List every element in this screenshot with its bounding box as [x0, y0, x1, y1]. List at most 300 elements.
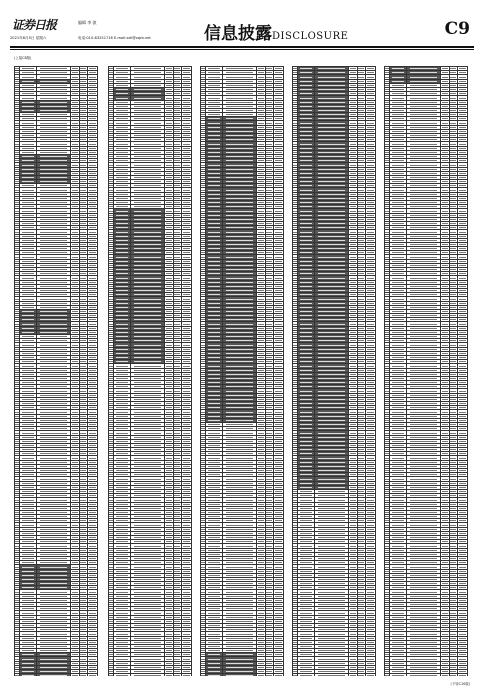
fine-print-line: [80, 353, 86, 354]
fine-print-line: [72, 219, 78, 220]
fine-print-line: [89, 160, 96, 161]
fine-print-line: [80, 374, 86, 375]
column-heading: (上接C8版): [14, 56, 98, 66]
fine-print-line: [80, 169, 86, 170]
fine-print-line: [89, 240, 96, 241]
fine-print-line: [72, 198, 78, 199]
fine-print-line: [15, 340, 18, 341]
fine-print-line: [72, 106, 78, 107]
fine-print-line: [15, 190, 18, 191]
fine-print-line: [15, 127, 18, 128]
fine-print-line: [22, 89, 35, 90]
disclosure-table: [14, 66, 98, 676]
fine-print-line: [72, 169, 78, 170]
fine-print-line: [80, 211, 86, 212]
fine-print-line: [72, 81, 78, 82]
fine-print-line: [89, 257, 96, 258]
fine-print-line: [80, 185, 86, 186]
fine-print-line: [80, 386, 86, 387]
fine-print-line: [72, 177, 78, 178]
fine-print-line: [72, 407, 78, 408]
fine-print-line: [15, 407, 18, 408]
fine-print-line: [40, 299, 67, 300]
fine-print-line: [22, 148, 35, 149]
fine-print-line: [40, 106, 67, 107]
fine-print-line: [22, 349, 35, 350]
fine-print-line: [22, 232, 35, 233]
fine-print-line: [15, 324, 18, 325]
fine-print-line: [40, 349, 67, 350]
fine-print-line: [22, 370, 35, 371]
fine-print-line: [22, 244, 35, 245]
fine-print-line: [22, 332, 35, 333]
fine-print-line: [72, 194, 78, 195]
fine-print-line: [15, 265, 18, 266]
fine-print-line: [80, 77, 86, 78]
fine-print-line: [40, 336, 67, 337]
fine-print-line: [40, 139, 67, 140]
fine-print-line: [15, 273, 18, 274]
fine-print-line: [89, 110, 96, 111]
fine-print-line: [89, 382, 96, 383]
fine-print-line: [15, 303, 18, 304]
contact-line: 电话:010-83251716 E-mail:zzll@zqrb.net: [78, 36, 151, 41]
fine-print-line: [80, 173, 86, 174]
fine-print-line: [22, 160, 35, 161]
fine-print-line: [89, 336, 96, 337]
fine-print-line: [22, 361, 35, 362]
fine-print-line: [72, 399, 78, 400]
fine-print-line: [22, 345, 35, 346]
fine-print-line: [15, 412, 18, 413]
fine-print-line: [80, 294, 86, 295]
fine-print-line: [22, 68, 35, 69]
fine-print-line: [89, 114, 96, 115]
fine-print-line: [40, 114, 67, 115]
fine-print-line: [80, 223, 86, 224]
fine-print-line: [40, 135, 67, 136]
fine-print-line: [80, 273, 86, 274]
fine-print-line: [15, 232, 18, 233]
fine-print-line: [15, 332, 18, 333]
fine-print-line: [15, 240, 18, 241]
fine-print-line: [22, 240, 35, 241]
fine-print-line: [80, 357, 86, 358]
fine-print-line: [80, 303, 86, 304]
fine-print-line: [40, 219, 67, 220]
fine-print-line: [80, 282, 86, 283]
fine-print-line: [22, 190, 35, 191]
fine-print-line: [40, 215, 67, 216]
section-title-en: DISCLOSURE: [272, 31, 348, 42]
fine-print-line: [15, 185, 18, 186]
fine-print-line: [22, 93, 35, 94]
fine-print-line: [89, 169, 96, 170]
fine-print-line: [22, 198, 35, 199]
fine-print-line: [72, 257, 78, 258]
fine-print-line: [40, 223, 67, 224]
fine-print-line: [80, 156, 86, 157]
fine-print-line: [80, 311, 86, 312]
fine-print-line: [80, 215, 86, 216]
fine-print-line: [22, 261, 35, 262]
fine-print-line: [15, 386, 18, 387]
fine-print-line: [72, 403, 78, 404]
fine-print-line: [89, 282, 96, 283]
fine-print-line: [22, 181, 35, 182]
fine-print-line: [40, 399, 67, 400]
fine-print-line: [72, 265, 78, 266]
fine-print-line: [15, 152, 18, 153]
fine-print-line: [89, 315, 96, 316]
fine-print-line: [72, 361, 78, 362]
fine-print-line: [72, 332, 78, 333]
fine-print-line: [40, 102, 67, 103]
fine-print-line: [15, 395, 18, 396]
fine-print-line: [89, 349, 96, 350]
fine-print-line: [15, 374, 18, 375]
fine-print-line: [40, 407, 67, 408]
fine-print-line: [72, 152, 78, 153]
fine-print-line: [22, 144, 35, 145]
fine-print-line: [40, 77, 67, 78]
fine-print-line: [15, 144, 18, 145]
fine-print-line: [72, 131, 78, 132]
fine-print-line: [40, 378, 67, 379]
fine-print-line: [89, 328, 96, 329]
fine-print-line: [80, 206, 86, 207]
fine-print-line: [15, 403, 18, 404]
fine-print-line: [80, 382, 86, 383]
fine-print-line: [72, 353, 78, 354]
fine-print-line: [72, 72, 78, 73]
fine-print-line: [72, 240, 78, 241]
fine-print-line: [72, 374, 78, 375]
fine-print-line: [72, 244, 78, 245]
fine-print-line: [72, 252, 78, 253]
fine-print-line: [80, 361, 86, 362]
fine-print-line: [80, 290, 86, 291]
fine-print-line: [80, 81, 86, 82]
fine-print-line: [40, 370, 67, 371]
fine-print-line: [22, 319, 35, 320]
fine-print-line: [89, 386, 96, 387]
fine-print-line: [72, 102, 78, 103]
fine-print-line: [80, 319, 86, 320]
fine-print-line: [40, 361, 67, 362]
fine-print-line: [80, 240, 86, 241]
fine-print-line: [80, 286, 86, 287]
fine-print-line: [80, 391, 86, 392]
fine-print-line: [40, 294, 67, 295]
fine-print-line: [89, 269, 96, 270]
fine-print-line: [72, 68, 78, 69]
fine-print-line: [40, 198, 67, 199]
fine-print-line: [80, 152, 86, 153]
fine-print-line: [72, 357, 78, 358]
fine-print-line: [40, 244, 67, 245]
fine-print-line: [72, 89, 78, 90]
fine-print-line: [89, 407, 96, 408]
fine-print-line: [40, 261, 67, 262]
fine-print-line: [72, 324, 78, 325]
fine-print-line: [80, 332, 86, 333]
fine-print-line: [89, 123, 96, 124]
fine-print-line: [40, 236, 67, 237]
fine-print-line: [15, 106, 18, 107]
fine-print-line: [40, 185, 67, 186]
fine-print-line: [89, 311, 96, 312]
fine-print-line: [22, 165, 35, 166]
fine-print-line: [89, 391, 96, 392]
fine-print-line: [15, 261, 18, 262]
fine-print-line: [15, 328, 18, 329]
fine-print-line: [89, 152, 96, 153]
fine-print-line: [72, 123, 78, 124]
fine-print-line: [89, 227, 96, 228]
fine-print-line: [72, 273, 78, 274]
fine-print-line: [40, 144, 67, 145]
fine-print-line: [72, 290, 78, 291]
fine-print-line: [15, 290, 18, 291]
fine-print-line: [22, 98, 35, 99]
fine-print-line: [15, 173, 18, 174]
fine-print-line: [15, 177, 18, 178]
fine-print-line: [40, 93, 67, 94]
fine-print-line: [89, 77, 96, 78]
page-number: C9: [445, 19, 470, 39]
fine-print-line: [15, 257, 18, 258]
fine-print-line: [89, 131, 96, 132]
fine-print-line: [80, 202, 86, 203]
fine-print-line: [40, 181, 67, 182]
fine-print-line: [22, 215, 35, 216]
fine-print-line: [80, 118, 86, 119]
fine-print-line: [80, 232, 86, 233]
fine-print-line: [15, 378, 18, 379]
fine-print-line: [80, 307, 86, 308]
fine-print-line: [40, 165, 67, 166]
fine-print-line: [40, 190, 67, 191]
fine-print-line: [80, 68, 86, 69]
fine-print-line: [89, 340, 96, 341]
fine-print-line: [22, 311, 35, 312]
fine-print-line: [40, 98, 67, 99]
fine-print-line: [22, 236, 35, 237]
fine-print-line: [89, 215, 96, 216]
fine-print-line: [80, 265, 86, 266]
fine-print-line: [72, 110, 78, 111]
fine-print-line: [72, 156, 78, 157]
fine-print-line: [72, 127, 78, 128]
fine-print-line: [80, 106, 86, 107]
fine-print-line: [40, 202, 67, 203]
fine-print-line: [40, 340, 67, 341]
fine-print-line: [72, 185, 78, 186]
fine-print-line: [40, 345, 67, 346]
fine-print-line: [15, 269, 18, 270]
fine-print-line: [89, 106, 96, 107]
fine-print-line: [72, 173, 78, 174]
fine-print-line: [80, 378, 86, 379]
fine-print-line: [72, 165, 78, 166]
fine-print-line: [80, 328, 86, 329]
fine-print-line: [40, 131, 67, 132]
fine-print-line: [72, 349, 78, 350]
fine-print-line: [22, 324, 35, 325]
fine-print-line: [89, 319, 96, 320]
fine-print-line: [22, 294, 35, 295]
fine-print-line: [89, 248, 96, 249]
fine-print-line: [80, 93, 86, 94]
fine-print-line: [22, 185, 35, 186]
fine-print-line: [89, 353, 96, 354]
fine-print-line: [15, 278, 18, 279]
fine-print-line: [89, 185, 96, 186]
fine-print-line: [22, 282, 35, 283]
fine-print-line: [72, 278, 78, 279]
fine-print-line: [22, 273, 35, 274]
fine-print-line: [15, 315, 18, 316]
fine-print-line: [89, 148, 96, 149]
fine-print-line: [72, 286, 78, 287]
fine-print-line: [40, 148, 67, 149]
fine-print-line: [89, 395, 96, 396]
fine-print-line: [15, 366, 18, 367]
fine-print-line: [22, 156, 35, 157]
fine-print-line: [15, 252, 18, 253]
fine-print-line: [89, 81, 96, 82]
fine-print-line: [72, 139, 78, 140]
fine-print-line: [22, 131, 35, 132]
fine-print-line: [15, 311, 18, 312]
fine-print-line: [22, 286, 35, 287]
fine-print-line: [72, 202, 78, 203]
fine-print-line: [22, 123, 35, 124]
fine-print-line: [15, 319, 18, 320]
fine-print-line: [89, 294, 96, 295]
fine-print-line: [89, 286, 96, 287]
fine-print-line: [80, 236, 86, 237]
fine-print-line: [22, 106, 35, 107]
fine-print-line: [15, 135, 18, 136]
fine-print-line: [40, 257, 67, 258]
fine-print-line: [22, 303, 35, 304]
fine-print-line: [15, 349, 18, 350]
fine-print-line: [40, 265, 67, 266]
fine-print-line: [40, 353, 67, 354]
fine-print-line: [40, 248, 67, 249]
fine-print-line: [15, 361, 18, 362]
fine-print-line: [15, 131, 18, 132]
fine-print-line: [22, 382, 35, 383]
fine-print-line: [22, 227, 35, 228]
fine-print-line: [80, 227, 86, 228]
fine-print-line: [72, 98, 78, 99]
fine-print-line: [72, 269, 78, 270]
fine-print-line: [15, 169, 18, 170]
fine-print-line: [40, 382, 67, 383]
fine-print-line: [22, 139, 35, 140]
fine-print-line: [40, 194, 67, 195]
fine-print-line: [80, 123, 86, 124]
fine-print-line: [22, 290, 35, 291]
fine-print-line: [89, 89, 96, 90]
fine-print-line: [72, 211, 78, 212]
fine-print-line: [22, 169, 35, 170]
fine-print-line: [89, 98, 96, 99]
fine-print-line: [89, 361, 96, 362]
fine-print-line: [40, 232, 67, 233]
fine-print-line: [40, 366, 67, 367]
fine-print-line: [22, 219, 35, 220]
fine-print-line: [72, 345, 78, 346]
fine-print-line: [72, 328, 78, 329]
fine-print-line: [15, 357, 18, 358]
fine-print-line: [40, 227, 67, 228]
fine-print-line: [15, 156, 18, 157]
fine-print-line: [22, 173, 35, 174]
fine-print-line: [80, 324, 86, 325]
fine-print-line: [15, 98, 18, 99]
fine-print-line: [15, 68, 18, 69]
fine-print-line: [15, 294, 18, 295]
fine-print-line: [22, 81, 35, 82]
fine-print-line: [89, 194, 96, 195]
fine-print-line: [72, 190, 78, 191]
fine-print-line: [80, 198, 86, 199]
masthead-rule: [10, 46, 474, 48]
fine-print-line: [22, 252, 35, 253]
fine-print-line: [72, 261, 78, 262]
fine-print-line: [80, 315, 86, 316]
fine-print-line: [40, 303, 67, 304]
fine-print-line: [15, 85, 18, 86]
fine-print-line: [40, 269, 67, 270]
fine-print-line: [89, 190, 96, 191]
fine-print-line: [15, 227, 18, 228]
fine-print-line: [15, 223, 18, 224]
fine-print-line: [80, 190, 86, 191]
fine-print-line: [80, 102, 86, 103]
fine-print-line: [80, 395, 86, 396]
fine-print-line: [15, 299, 18, 300]
fine-print-line: [15, 336, 18, 337]
fine-print-line: [22, 336, 35, 337]
fine-print-line: [15, 181, 18, 182]
fine-print-line: [72, 223, 78, 224]
fine-print-line: [80, 89, 86, 90]
fine-print-line: [40, 307, 67, 308]
fine-print-line: [89, 273, 96, 274]
fine-print-line: [40, 110, 67, 111]
fine-print-line: [22, 357, 35, 358]
fine-print-line: [80, 244, 86, 245]
fine-print-line: [89, 135, 96, 136]
fine-print-line: [15, 110, 18, 111]
fine-print-line: [72, 206, 78, 207]
fine-print-line: [72, 319, 78, 320]
fine-print-line: [22, 177, 35, 178]
fine-print-line: [22, 110, 35, 111]
fine-print-line: [72, 336, 78, 337]
fine-print-line: [40, 282, 67, 283]
fine-print-line: [40, 324, 67, 325]
fine-print-line: [89, 165, 96, 166]
fine-print-line: [89, 173, 96, 174]
fine-print-line: [72, 236, 78, 237]
fine-print-line: [80, 139, 86, 140]
